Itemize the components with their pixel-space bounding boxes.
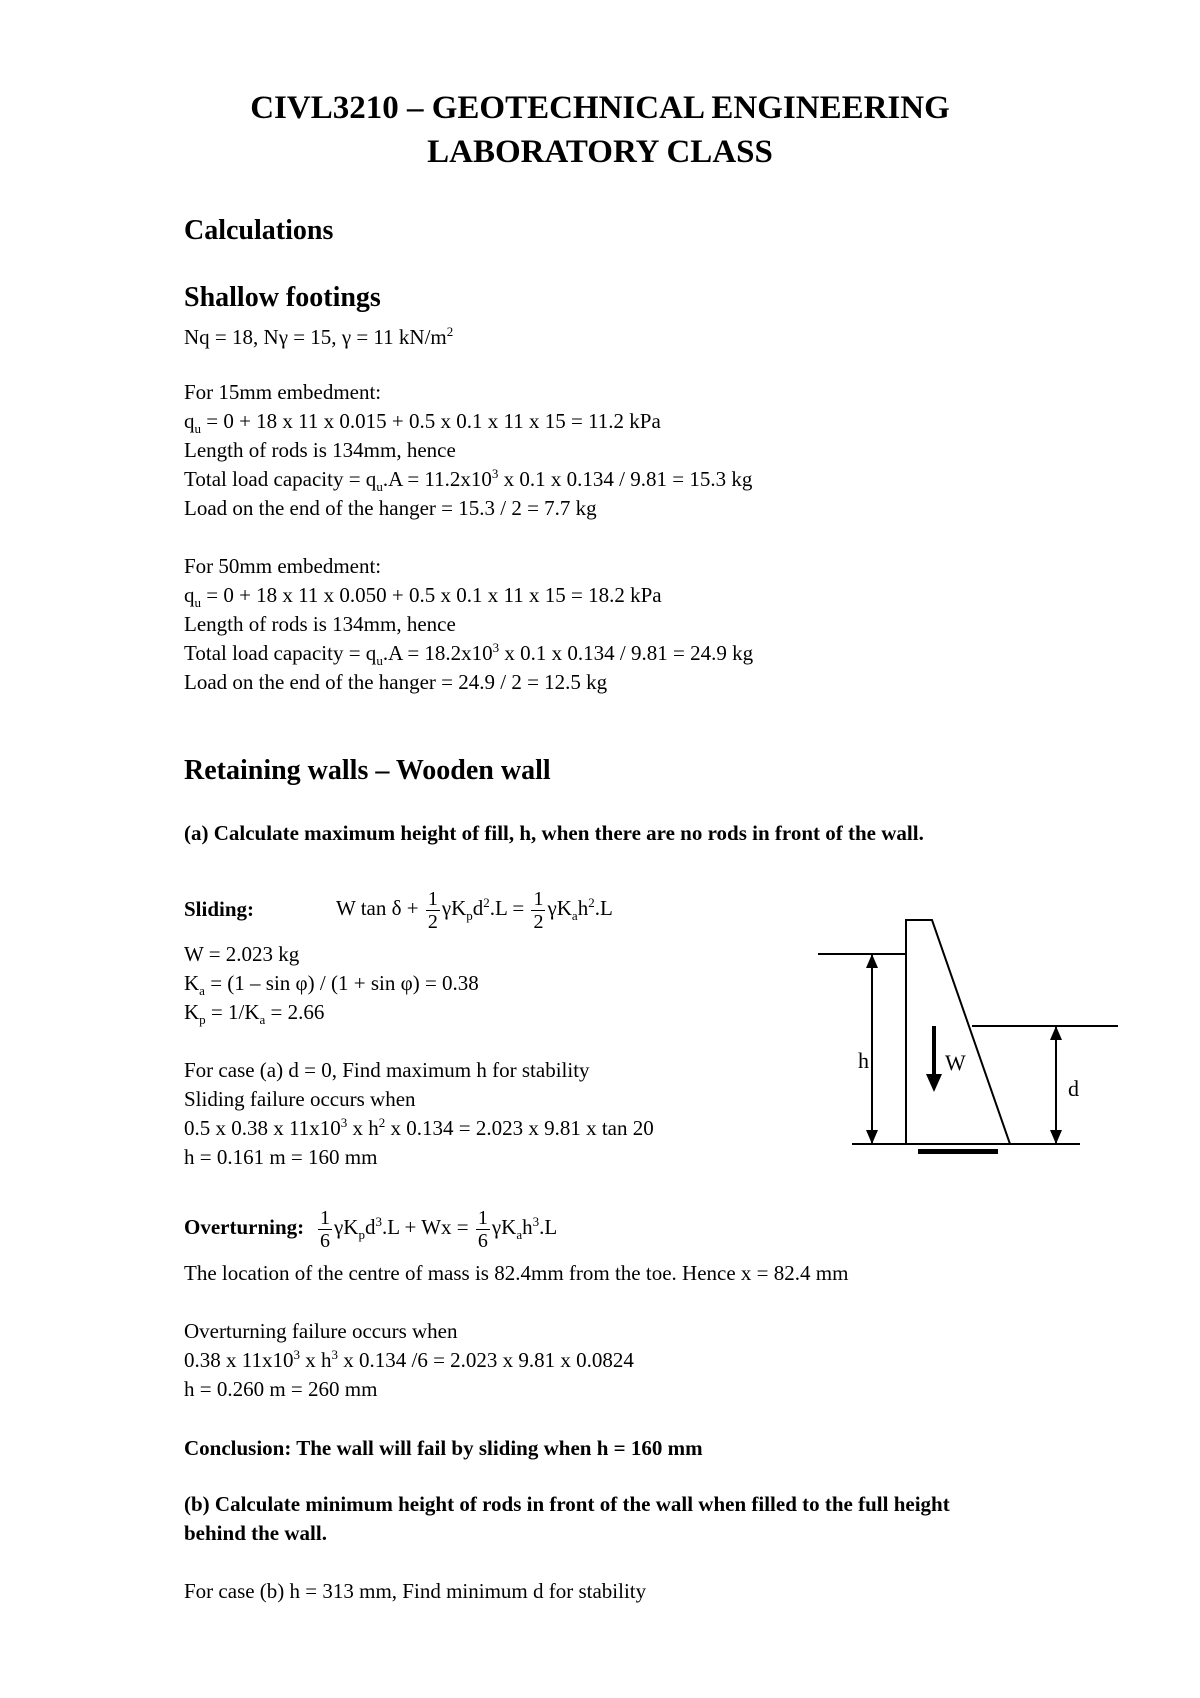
case50-heading: For 50mm embedment:: [184, 554, 382, 578]
page-title-line1: CIVL3210 – GEOTECHNICAL ENGINEERING: [250, 90, 950, 126]
retaining-wall-diagram: [810, 910, 1130, 1170]
overturning-equation: $\frac{1}{6}$ $\gamma K_pd^3.L + Wx$ = $\frac{1}{6}$ $\gamma K_ah^3.L$: [320, 1206, 558, 1252]
d-label: d: [1068, 1076, 1079, 1101]
case-b-text: For case (b) h = 313 mm, Find minimum d for stability: [184, 1579, 647, 1603]
centre-of-mass-text: The location of the centre of mass is 82.4mm from the toe. Hence x = 82.4 mm: [184, 1261, 849, 1285]
sliding-label: Sliding:: [184, 897, 255, 921]
question-b-line1: (b) Calculate minimum height of rods in front of the wall when filled to the full height: [184, 1492, 950, 1516]
kp-value: $K_p = 1/K_a = 2.66$: [184, 1000, 325, 1028]
conclusion: Conclusion: The wall will fail by sliding when h = 160 mm: [184, 1436, 703, 1460]
case15-heading: For 15mm embedment:: [184, 380, 382, 404]
question-a: (a) Calculate maximum height of fill, h, when there are no rods in front of the wall.: [184, 821, 924, 845]
case-a-text: For case (a) d = 0, Find maximum h for stability: [184, 1058, 590, 1082]
case15-load: Total load capacity = $q_u.A = 11.2x10^3$ x 0.1 x 0.134 / 9.81 = 15.3 kg: [184, 466, 753, 495]
page-title-line2: LABORATORY CLASS: [427, 134, 773, 170]
weight-arrow-head: [926, 1074, 942, 1092]
retaining-walls-heading: Retaining walls – Wooden wall: [184, 755, 551, 786]
wall-weight: W = 2.023 kg: [184, 942, 300, 966]
case15-qu: $q_u = 0 + 18$ x 11 x 0.015 + 0.5 x 0.1 x 11 x 15 = 11.2 kPa: [184, 409, 661, 437]
d-arrow-top: [1050, 1026, 1062, 1040]
h-arrow-top: [866, 954, 878, 968]
case50-rods: Length of rods is 134mm, hence: [184, 612, 456, 636]
overturning-h-result: h = 0.260 m = 260 mm: [184, 1377, 378, 1401]
question-b-line2: behind the wall.: [184, 1521, 327, 1545]
wooden-wall: [906, 920, 1010, 1144]
overturning-calc: 0.38 x $11x10^3$ x $h^3$ x 0.134 /6 = 2.023 x 9.81 x 0.0824: [184, 1347, 634, 1372]
ka-value: $K_a = (1 - \sin \varphi) / (1 + \sin \varphi) = 0.38$: [184, 971, 479, 999]
case50-qu: $q_u = 0 + 18$ x 11 x 0.050 + 0.5 x 0.1 x 11 x 15 = 18.2 kPa: [184, 583, 662, 611]
shallow-footings-heading: Shallow footings: [184, 282, 381, 313]
sliding-equation: W tan δ + $\frac{1}{2}$ $\gamma K_pd^2.L$ = $\frac{1}{2}$ $\gamma K_ah^2.L$: [336, 887, 613, 933]
wall-base-plate: [918, 1149, 998, 1154]
overturning-label: Overturning:: [184, 1215, 305, 1239]
case50-hanger: Load on the end of the hanger = 24.9 / 2 = 12.5 kg: [184, 670, 608, 694]
shallow-params: Nq = 18, Nγ = 15, γ = 11 $kN/m^2$: [184, 324, 454, 349]
sliding-calc: 0.5 x 0.38 x $11x10^3$ x $h^2$ x 0.134 = 2.023 x 9.81 x tan 20: [184, 1115, 654, 1140]
sliding-h-result: h = 0.161 m = 160 mm: [184, 1145, 378, 1169]
case50-load: Total load capacity = $q_u.A = 18.2x10^3$ x 0.1 x 0.134 / 9.81 = 24.9 kg: [184, 640, 754, 669]
overturning-failure-text: Overturning failure occurs when: [184, 1319, 458, 1343]
h-label: h: [858, 1048, 869, 1073]
case15-rods: Length of rods is 134mm, hence: [184, 438, 456, 462]
sliding-failure-text: Sliding failure occurs when: [184, 1087, 416, 1111]
case15-hanger: Load on the end of the hanger = 15.3 / 2 = 7.7 kg: [184, 496, 597, 520]
calculations-heading: Calculations: [184, 215, 334, 246]
d-arrow-bottom: [1050, 1130, 1062, 1144]
w-label: W: [945, 1050, 966, 1075]
h-arrow-bottom: [866, 1130, 878, 1144]
